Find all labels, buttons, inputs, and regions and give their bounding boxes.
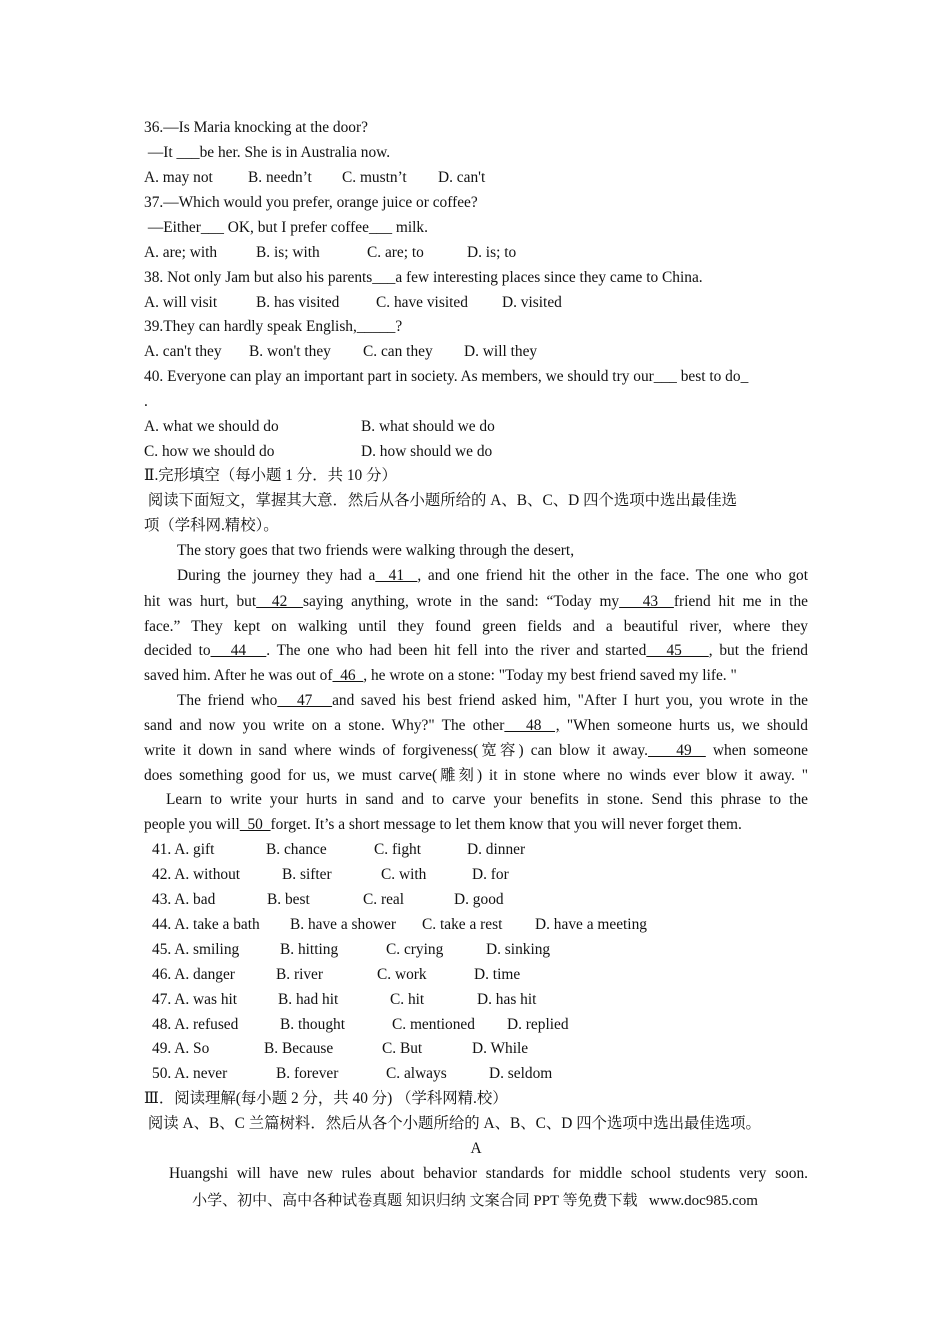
opt-50-a: 50. A. never — [152, 1065, 228, 1082]
blank-48: 48 , — [504, 717, 560, 734]
q40-option-a: A. what we should do — [144, 418, 279, 435]
opt-49-b: B. Because — [264, 1040, 334, 1057]
cloze-options-46 — [152, 965, 816, 985]
passage-line-3: hit was hurt, but 42 saying anything, wrote in the sand: “Today my 43 friend hit me in the — [144, 593, 808, 610]
cloze-options-41 — [152, 840, 816, 860]
q40-option-d: D. how should we do — [361, 443, 493, 460]
q38-option-d: D. visited — [502, 294, 562, 311]
opt-45-c: C. crying — [386, 941, 444, 958]
opt-42-d: D. for — [472, 866, 509, 883]
opt-45-a: 45. A. smiling — [152, 941, 240, 958]
passage-line-12: people you will 50 forget. It’s a short message to let them know that you will never forget them. — [144, 816, 742, 833]
opt-47-c: C. hit — [390, 991, 425, 1008]
q39-option-d: D. will they — [464, 343, 538, 360]
cloze-options-42 — [152, 865, 816, 885]
opt-48-b: B. thought — [280, 1016, 345, 1033]
section2-heading: Ⅱ.完形填空（每小题 1 分．共 10 分） — [144, 467, 397, 484]
opt-42-a: 42. A. without — [152, 866, 241, 883]
opt-46-a: 46. A. danger — [152, 966, 235, 983]
q39-option-c: C. can they — [363, 343, 433, 360]
q36-stem: 36.—Is Maria knocking at the door? — [144, 119, 368, 136]
cloze-options-44 — [152, 915, 816, 935]
opt-48-a: 48. A. refused — [152, 1016, 239, 1033]
q39-options — [144, 342, 808, 362]
opt-46-d: D. time — [474, 966, 521, 983]
opt-44-c: C. take a rest — [422, 916, 503, 933]
opt-43-c: C. real — [363, 891, 405, 908]
opt-46-c: C. work — [377, 966, 427, 983]
page-footer: 小学、初中、高中各种试卷真题 知识归纳 文案合同 PPT 等免费下载 www.doc985.com — [192, 1193, 758, 1209]
passage-line-11: Learn to write your hurts in sand and to carve your benefits in stone. Send this phrase to the — [166, 791, 808, 808]
section3-heading: Ⅲ．阅读理解(每小题 2 分，共 40 分) （学科网精.校） — [144, 1090, 508, 1107]
q38-option-a: A. will visit — [144, 294, 218, 311]
q38-option-b: B. has visited — [256, 294, 340, 311]
q37-option-b: B. is; with — [256, 244, 320, 261]
opt-44-a: 44. A. take a bath — [152, 916, 260, 933]
opt-45-d: D. sinking — [486, 941, 551, 958]
cloze-options-45 — [152, 940, 816, 960]
opt-49-d: D. While — [472, 1040, 529, 1057]
opt-47-a: 47. A. was hit — [152, 991, 238, 1008]
opt-47-d: D. has hit — [477, 991, 537, 1008]
q40-options-row2 — [144, 442, 808, 462]
q37-options — [144, 243, 808, 263]
opt-44-b: B. have a shower — [290, 916, 396, 933]
q38-blank: ___ — [372, 269, 396, 286]
q40-options-row1 — [144, 417, 808, 437]
blank-44: 44 — [210, 642, 267, 659]
q36-answer-line: —It ___be her. She is in Australia now. — [144, 144, 391, 161]
q36-option-b: B. needn’t — [248, 169, 312, 186]
passage-line-9: write it down in sand where winds of forgiveness(宽容) can blow it away. 49 when someone — [144, 742, 808, 759]
blank-43: 43 — [619, 593, 674, 610]
q40-blank: ___ — [653, 368, 677, 385]
passage-line-8: sand and now you write on a stone. Why?" The other 48 , "When someone hurts us, we should — [144, 717, 808, 734]
q39-option-b: B. won't they — [249, 343, 331, 360]
q37-blank-1: ___ — [200, 219, 224, 236]
opt-42-c: C. with — [381, 866, 427, 883]
q38-stem: 38. Not only Jam but also his parents___a few interesting places since they came to China. — [144, 269, 703, 286]
cloze-options-49 — [152, 1039, 816, 1059]
section2-instruction-2: 项（学科网.精校）。 — [144, 517, 279, 534]
opt-48-d: D. replied — [507, 1016, 569, 1033]
opt-41-b: B. chance — [266, 841, 327, 858]
passage-line-2: During the journey they had a 41 , and one friend hit the other in the face. The one who got — [177, 567, 809, 584]
cloze-options-50 — [152, 1064, 816, 1084]
blank-49: 49 — [647, 742, 706, 759]
opt-41-c: C. fight — [374, 841, 422, 858]
cloze-options-43 — [152, 890, 816, 910]
blank-47: 47 — [277, 692, 333, 709]
passage-line-7: The friend who 47 and saved his best friend asked him, "After I hurt you, you wrote in the — [177, 692, 808, 709]
opt-44-d: D. have a meeting — [535, 916, 647, 933]
section3-part-label: A — [470, 1140, 482, 1157]
q40-option-b: B. what should we do — [361, 418, 495, 435]
q39-stem: 39.They can hardly speak English,_____? — [144, 318, 403, 335]
passage-line-6: saved him. After he was out of 46 , he wrote on a stone: "Today my best friend saved my life. " — [144, 667, 737, 684]
opt-50-d: D. seldom — [489, 1065, 553, 1082]
opt-43-a: 43. A. bad — [152, 891, 216, 908]
opt-43-d: D. good — [454, 891, 504, 908]
q40-stem: 40. Everyone can play an important part in society. As members, we should try our___ best to do_ — [144, 368, 749, 385]
blank-41: 41 — [375, 567, 418, 584]
opt-49-c: C. But — [382, 1040, 423, 1057]
opt-45-b: B. hitting — [280, 941, 339, 958]
opt-46-b: B. river — [276, 966, 324, 983]
q39-blank: _____ — [356, 318, 396, 335]
q40-option-c: C. how we should do — [144, 443, 275, 460]
opt-48-c: C. mentioned — [392, 1016, 475, 1033]
section3-first-line: Huangshi will have new rules about behavior standards for middle school students very soon. — [169, 1165, 808, 1182]
blank-42: 42 — [256, 593, 304, 610]
q38-options — [144, 293, 808, 313]
q39-option-a: A. can't they — [144, 343, 222, 360]
passage-line-10: does something good for us, we must carve(雕刻) it in stone where no winds ever blow it away. " — [144, 767, 808, 784]
blank-46: 46 — [332, 667, 364, 684]
passage-line-5: decided to 44 . The one who had been hit fell into the river and started 45 , but the friend — [144, 642, 808, 659]
blank-50: 50 — [239, 816, 271, 833]
opt-42-b: B. sifter — [282, 866, 332, 883]
opt-41-d: D. dinner — [467, 841, 526, 858]
q37-option-c: C. are; to — [367, 244, 424, 261]
q37-blank-2: ___ — [368, 219, 393, 236]
q40-stem-cont: . — [144, 393, 148, 410]
q36-option-d: D. can't — [438, 169, 486, 186]
q37-option-d: D. is; to — [467, 244, 517, 261]
q38-option-c: C. have visited — [376, 294, 468, 311]
cloze-options-47 — [152, 990, 816, 1010]
section2-instruction-1: 阅读下面短文，掌握其大意．然后从各小题所给的 A、B、C、D 四个选项中选出最佳选 — [144, 492, 737, 509]
q37-stem: 37.—Which would you prefer, orange juice or coffee? — [144, 194, 478, 211]
opt-43-b: B. best — [267, 891, 310, 908]
q36-option-a: A. may not — [144, 169, 213, 186]
q37-option-a: A. are; with — [144, 244, 218, 261]
q36-options — [144, 168, 808, 188]
q37-answer-line: —Either___ OK, but I prefer coffee___ milk. — [144, 219, 428, 236]
q36-blank: ___ — [176, 144, 200, 161]
passage-line-4: face.” They kept on walking until they found green fields and a beautiful river, where they — [144, 618, 808, 635]
opt-47-b: B. had hit — [278, 991, 339, 1008]
passage-line-1: The story goes that two friends were walking through the desert, — [177, 542, 575, 559]
opt-41-a: 41. A. gift — [152, 841, 215, 858]
opt-50-c: C. always — [386, 1065, 447, 1082]
section3-instruction: 阅读 A、B、C 兰篇树料．然后从各个小题所给的 A、B、C、D 四个选项中选出最佳选项。 — [144, 1115, 761, 1132]
opt-49-a: 49. A. So — [152, 1040, 210, 1057]
cloze-options-48 — [152, 1015, 816, 1035]
q36-option-c: C. mustn’t — [342, 169, 407, 186]
opt-50-b: B. forever — [276, 1065, 339, 1082]
blank-45: 45 — [646, 642, 709, 659]
